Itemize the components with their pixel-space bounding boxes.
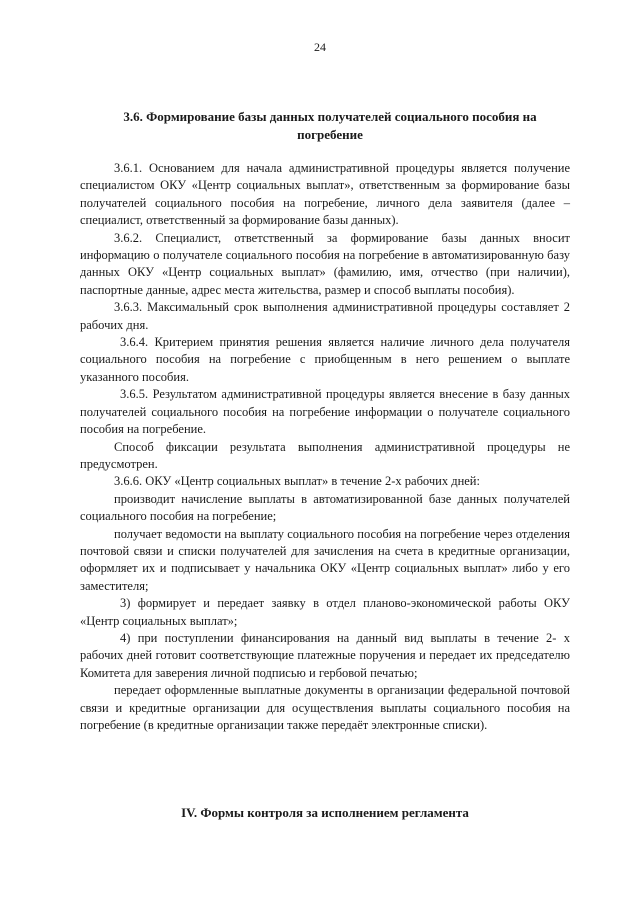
list-item-1: производит начисление выплаты в автоматизированной базе данных получателей социального пособия на погребение;: [80, 491, 570, 524]
paragraph-3-6-6: 3.6.6. ОКУ «Центр социальных выплат» в течение 2-х рабочих дней:: [114, 474, 480, 489]
list-item-5: передает оформленные выплатные документы в организации федеральной почтовой связи и кредитные организации для осуществления выплаты социального пособия на погребение (в кредитные организации также передаёт электронные списки).: [80, 683, 570, 732]
list-item-4: 4) при поступлении финансирования на данный вид выплаты в течение 2- х рабочих дней готовит соответствующие платежные поручения и передает их председателю Комитета для заверения личной подписью и гербовой печатью;: [80, 630, 570, 680]
paragraph-3-6-3: 3.6.3. Максимальный срок выполнения административной процедуры составляет 2 рабочих дня.: [80, 300, 570, 332]
paragraph-3-6-2: 3.6.2. Специалист, ответственный за формирование базы данных вносит информацию о получателе социального пособия на погребение в автоматизированную базу данных ОКУ «Центр социальных выплат» (фамилию, имя, отчество (при наличии), паспортные данные, адрес места жительства, размер и способ выплаты пособия).: [80, 230, 570, 297]
body-text: [80, 160, 570, 734]
paragraph-fixation-method: Способ фиксации результата выполнения административной процедуры не предусмотрен.: [80, 439, 570, 471]
section-title: 3.6. Формирование базы данных получателей социального пособия на погребение: [123, 109, 537, 142]
list-item-3: 3) формирует и передает заявку в отдел планово-экономической работы ОКУ «Центр социальных выплат»;: [80, 596, 570, 628]
next-section-title: IV. Формы контроля за исполнением регламента: [181, 805, 469, 820]
list-item-2: получает ведомости на выплату социального пособия на погребение через отделения почтовой связи и списки получателей для зачисления на счета в кредитные организации, оформляет их и подписывает у начальника ОКУ «Центр социальных выплат» либо у его заместителя;: [80, 526, 570, 593]
page-number: 24: [314, 40, 326, 54]
paragraph-3-6-4: 3.6.4. Критерием принятия решения является наличие личного дела получателя социального пособия на погребение с приобщенным в него решением о выплате указанного пособия.: [80, 335, 570, 384]
paragraph-3-6-5: 3.6.5. Результатом административной процедуры является внесение в базу данных получателей социального пособия на погребение информации о получателе социального пособия на погребение.: [80, 387, 570, 437]
paragraph-3-6-1: 3.6.1. Основанием для начала административной процедуры является получение специалистом ОКУ «Центр социальных выплат», ответственным за формирование базы получателей социального пособия на погребение, личного дела заявителя (далее – специалист, ответственный за формирование базы данных).: [80, 161, 570, 228]
